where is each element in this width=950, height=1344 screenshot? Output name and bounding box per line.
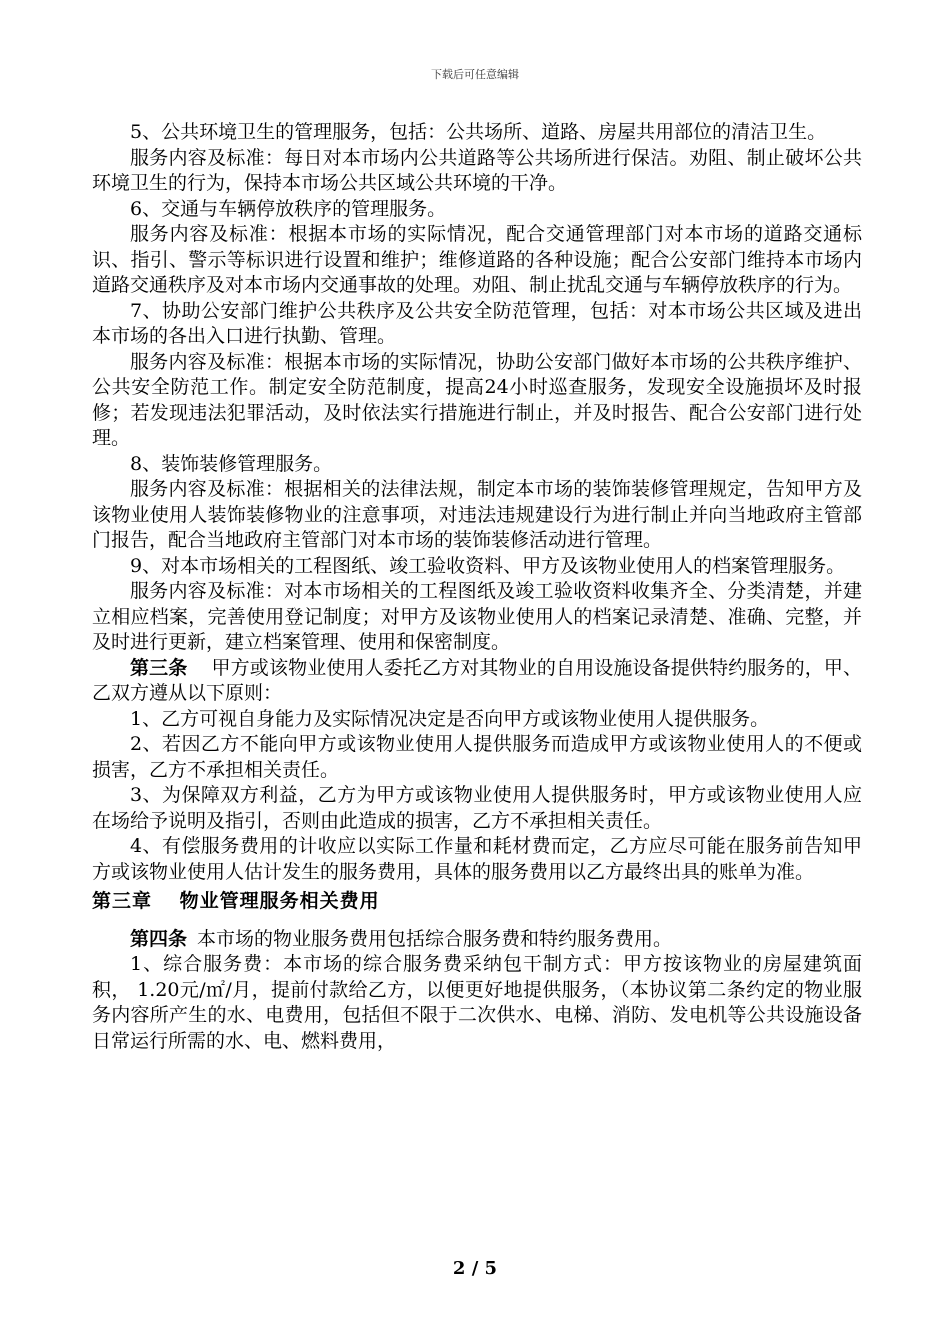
paragraph: 3、为保障双方利益，乙方为甲方或该物业使用人提供服务时，甲方或该物业使用人应在场给予说明及指引，否则由此造成的损害，乙方不承担相关责任。 xyxy=(92,784,862,832)
header-note: 下载后可任意编辑 xyxy=(431,68,519,81)
article-four xyxy=(92,927,862,953)
paragraph: 2、若因乙方不能向甲方或该物业使用人提供服务而造成甲方或该物业使用人的不便或损害，乙方不承担相关责任。 xyxy=(92,733,862,781)
paragraph: 5、公共环境卫生的管理服务，包括：公共场所、道路、房屋共用部位的清洁卫生。 xyxy=(130,121,827,143)
article-three xyxy=(92,656,862,707)
page-number: 2 / 5 xyxy=(452,1258,498,1279)
paragraph: 9、对本市场相关的工程图纸、竣工验收资料、甲方及该物业使用人的档案管理服务。 xyxy=(130,554,846,577)
document-body xyxy=(92,120,862,1054)
paragraph: 服务内容及标准：根据相关的法律法规，制定本市场的装饰装修管理规定，告知甲方及该物业使用人装饰装修物业的注意事项，对违法违规建设行为进行制止并向当地政府主管部门报告，配合当地政府主管部门对本市场的装饰装修活动进行管理。 xyxy=(92,478,862,551)
paragraph: 4、有偿服务费用的计收应以实际工作量和耗材费而定，乙方应尽可能在服务前告知甲方或该物业使用人估计发生的服务费用，具体的服务费用以乙方最终出具的账单为准。 xyxy=(92,835,862,883)
paragraph: 1、乙方可视自身能力及实际情况决定是否向甲方或该物业使用人提供服务。 xyxy=(130,707,770,730)
paragraph: 服务内容及标准：每日对本市场内公共道路等公共场所进行保洁。劝阻、制止破坏公共环境卫生的行为，保持本市场公共区域公共环境的干净。 xyxy=(92,146,862,194)
paragraph: 6、交通与车辆停放秩序的管理服务。 xyxy=(130,197,447,220)
paragraph: 服务内容及标准：对本市场相关的工程图纸及竣工验收资料收集齐全、分类清楚，并建立相应档案，完善使用登记制度；对甲方及该物业使用人的档案记录清楚、准确、完整，并及时进行更新，建立档案管理、使用和保密制度。 xyxy=(92,580,862,653)
article-label: 第四条 xyxy=(130,927,188,950)
chapter-heading: 第三章 物业管理服务相关费用 xyxy=(92,890,380,912)
paragraph: 8、装饰装修管理服务。 xyxy=(130,452,333,475)
article-text: 本市场的物业服务费用包括综合服务费和特约服务费用。 xyxy=(197,927,673,950)
article-label: 第三条 xyxy=(130,656,188,679)
paragraph: 服务内容及标准：根据本市场的实际情况，配合交通管理部门对本市场的道路交通标识、指引、警示等标识进行设置和维护；维修道路的各种设施；配合公安部门维持本市场内道路交通秩序及对本市场内交通事故的处理。劝阻、制止扰乱交通与车辆停放秩序的行为。 xyxy=(92,223,862,296)
paragraph: 1、综合服务费：本市场的综合服务费采纳包干制方式：甲方按该物业的房屋建筑面积， 1.20元/㎡/月，提前付款给乙方，以便更好地提供服务，（本协议第二条约定的物业服务内容所产生的水、电费用，包括但不限于二次供水、电梯、消防、发电机等公共设施设备日常运行所需的水、电、燃料费用， xyxy=(92,953,862,1052)
paragraph: 7、协助公安部门维护公共秩序及公共安全防范管理，包括：对本市场公共区域及进出本市场的各出入口进行执勤、管理。 xyxy=(92,299,862,347)
article-text: 甲方或该物业使用人委托乙方对其物业的自用设施设备提供特约服务的，甲、乙双方遵从以下原则： xyxy=(92,656,862,704)
paragraph: 服务内容及标准：根据本市场的实际情况，协助公安部门做好本市场的公共秩序维护、公共安全防范工作。制定安全防范制度，提高24小时巡查服务，发现安全设施损坏及时报修；若发现违法犯罪活动，及时依法实行措施进行制止，并及时报告、配合公安部门进行处理。 xyxy=(92,350,862,449)
